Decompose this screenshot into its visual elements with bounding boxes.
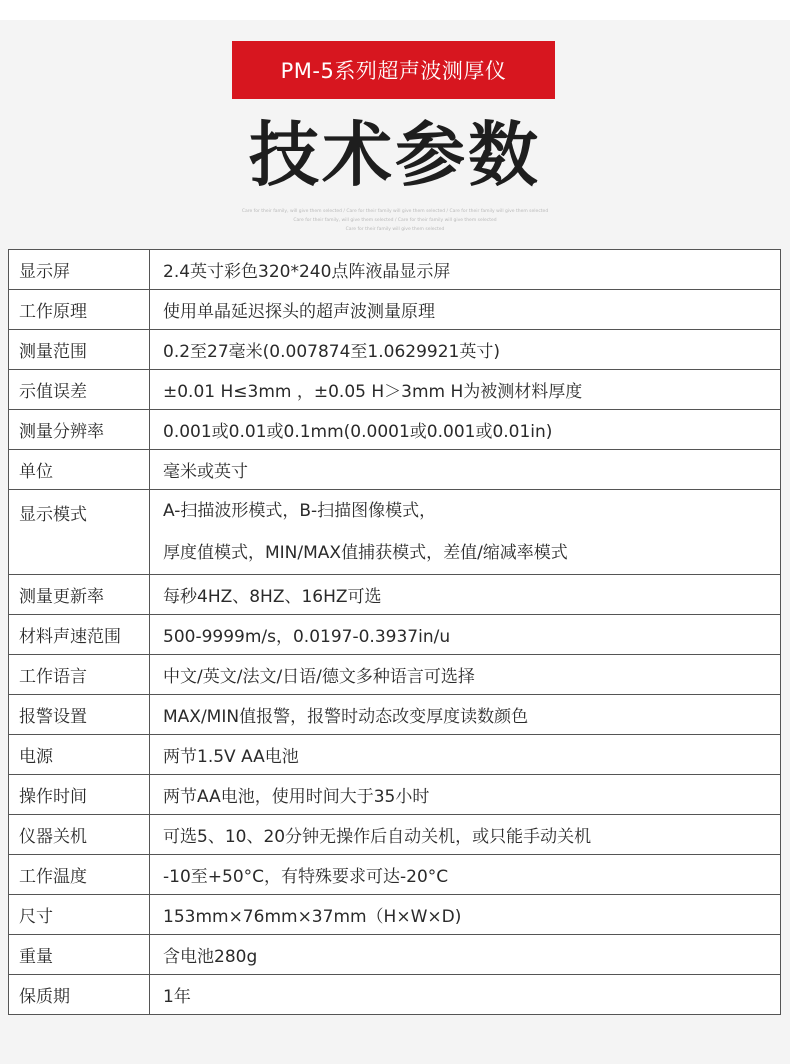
spec-value — [150, 935, 781, 975]
spec-name: 尺寸 — [9, 895, 150, 935]
spec-name: 报警设置 — [9, 695, 150, 735]
spec-value — [150, 775, 781, 815]
spec-name: 电源 — [9, 735, 150, 775]
spec-row — [9, 775, 781, 815]
spec-value-line: ±0.01 H≤3mm ，±0.05 H＞3mm H为被测材料厚度 — [163, 382, 583, 402]
spec-value — [150, 450, 781, 490]
spec-value — [150, 575, 781, 615]
spec-row — [9, 490, 781, 575]
spec-row — [9, 975, 781, 1015]
banner-text: PM-5系列超声波测厚仪 — [280, 59, 507, 83]
spec-value-line: 可选5、10、20分钟无操作后自动关机，或只能手动关机 — [163, 827, 592, 847]
spec-name: 操作时间 — [9, 775, 150, 815]
spec-name: 仪器关机 — [9, 815, 150, 855]
fine-print-line: Care for their family, will give them selected / Care for their family will give them selected / Care for their family will give them selected — [241, 209, 549, 214]
spec-value — [150, 855, 781, 895]
spec-value — [150, 655, 781, 695]
spec-row — [9, 370, 781, 410]
spec-value-line: 中文/英文/法文/日语/德文多种语言可选择 — [163, 667, 475, 687]
spec-row — [9, 735, 781, 775]
spec-row — [9, 855, 781, 895]
spec-value — [150, 695, 781, 735]
spec-value — [150, 895, 781, 935]
product-series-banner — [232, 41, 555, 99]
bottom-strip — [0, 1045, 790, 1064]
spec-name: 测量分辨率 — [9, 410, 150, 450]
spec-name: 显示屏 — [9, 250, 150, 290]
spec-row — [9, 250, 781, 290]
spec-name: 工作语言 — [9, 655, 150, 695]
fine-print-line: Care for their family will give them selected — [345, 227, 445, 232]
spec-value — [150, 290, 781, 330]
spec-row — [9, 655, 781, 695]
spec-name: 单位 — [9, 450, 150, 490]
spec-value-line: 两节1.5V AA电池 — [163, 747, 299, 767]
spec-value — [150, 330, 781, 370]
spec-value-line: 0.001或0.01或0.1mm(0.0001或0.001或0.01in) — [163, 422, 553, 442]
spec-value — [150, 615, 781, 655]
spec-value-line: 两节AA电池，使用时间大于35小时 — [163, 787, 430, 807]
spec-row — [9, 615, 781, 655]
spec-row — [9, 575, 781, 615]
spec-value-line: 500-9999m/s，0.0197-0.3937in/u — [163, 627, 451, 647]
spec-name: 工作原理 — [9, 290, 150, 330]
spec-name: 显示模式 — [9, 490, 150, 575]
spec-value — [150, 410, 781, 450]
spec-value-line: 厚度值模式，MIN/MAX值捕获模式，差值/缩减率模式 — [163, 543, 568, 563]
spec-value — [150, 370, 781, 410]
spec-value-line: 毫米或英寸 — [163, 462, 248, 482]
spec-value-line: 含电池280g — [163, 947, 258, 967]
top-strip — [0, 0, 790, 20]
page-title: 技术参数 — [249, 114, 541, 196]
spec-row — [9, 895, 781, 935]
spec-row — [9, 410, 781, 450]
spec-name: 重量 — [9, 935, 150, 975]
spec-value-line: 153mm×76mm×37mm（H×W×D) — [163, 907, 462, 927]
spec-value-line: 使用单晶延迟探头的超声波测量原理 — [163, 302, 435, 322]
spec-value-line: 2.4英寸彩色320*240点阵液晶显示屏 — [163, 262, 451, 282]
spec-row — [9, 695, 781, 735]
spec-value — [150, 490, 781, 575]
spec-row — [9, 450, 781, 490]
spec-value-line: 每秒4HZ、8HZ、16HZ可选 — [163, 587, 382, 607]
spec-value-line: 1年 — [163, 987, 191, 1007]
spec-row — [9, 935, 781, 975]
spec-name: 保质期 — [9, 975, 150, 1015]
spec-name: 工作温度 — [9, 855, 150, 895]
spec-value-line: MAX/MIN值报警，报警时动态改变厚度读数颜色 — [163, 707, 529, 727]
spec-value — [150, 250, 781, 290]
spec-name: 测量范围 — [9, 330, 150, 370]
spec-value — [150, 735, 781, 775]
spec-row — [9, 815, 781, 855]
spec-row — [9, 330, 781, 370]
spec-name: 示值误差 — [9, 370, 150, 410]
spec-name: 材料声速范围 — [9, 615, 150, 655]
spec-table — [8, 249, 781, 1015]
spec-value-line: A-扫描波形模式，B-扫描图像模式， — [163, 501, 437, 521]
spec-name: 测量更新率 — [9, 575, 150, 615]
spec-value — [150, 815, 781, 855]
spec-value — [150, 975, 781, 1015]
fine-print-line: Care for their family, will give them selected / Care for their family will give them selected — [293, 218, 497, 223]
spec-value-line: -10至+50°C，有特殊要求可达-20°C — [163, 867, 449, 887]
spec-row — [9, 290, 781, 330]
decorative-fine-print — [200, 207, 590, 234]
spec-value-line: 0.2至27毫米(0.007874至1.0629921英寸) — [163, 342, 500, 362]
